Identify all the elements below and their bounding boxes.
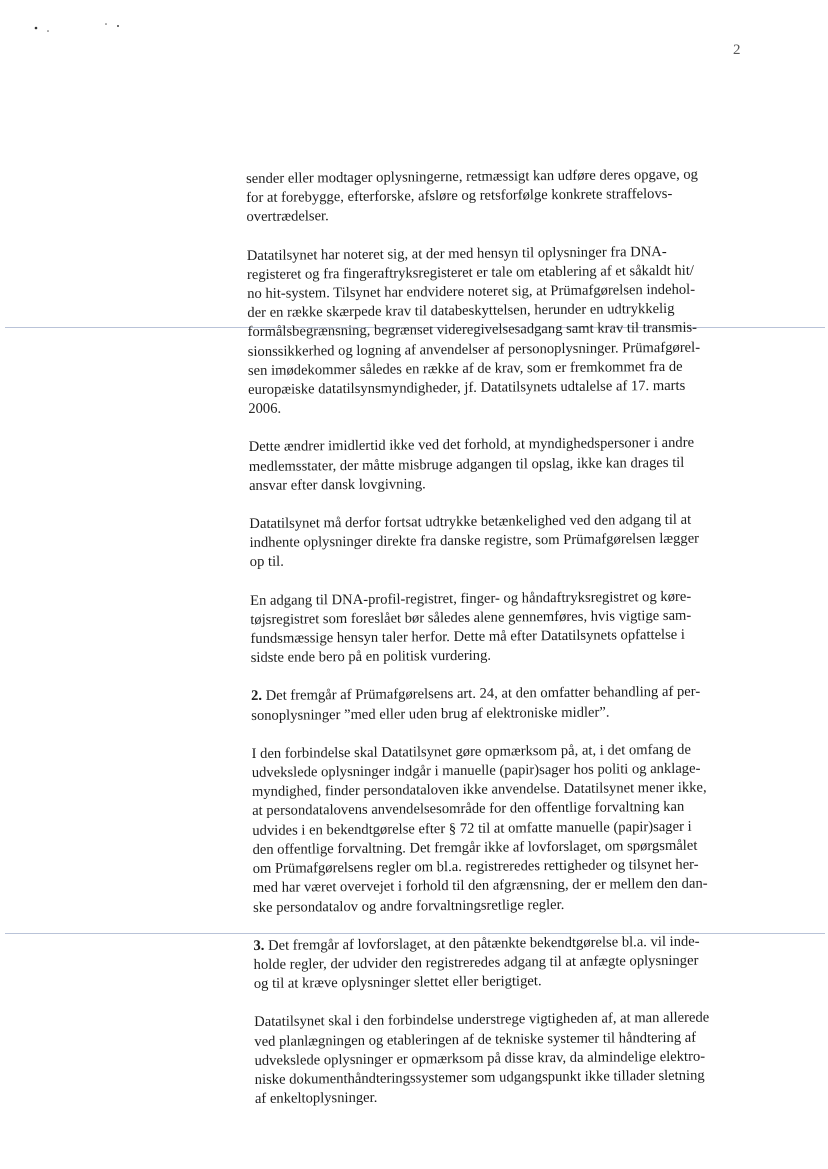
text-line: den offentlige forvaltning. Det fremgår ikke af lovforslaget, om spørgsmålet bbox=[252, 837, 698, 858]
text-line: Datatilsynet må derfor fortsat udtrykke betænkelighed ved den adgang til at bbox=[249, 511, 692, 533]
text-line: udvekslede oplysninger indgår i manuelle (papir)sager hos politi og anklage- bbox=[251, 760, 701, 782]
text-line: holde regler, der udvider den registreredes adgang til at anfægte oplysninger bbox=[253, 952, 699, 973]
text-line: fundsmæssige hensyn taler herfor. Dette må efter Datatilsynets opfattelse i bbox=[250, 626, 686, 648]
text-line: indhente oplysninger direkte fra danske registre, som Prümafgørelsen lægger bbox=[249, 530, 700, 552]
text-line: Datatilsynet har noteret sig, at der med hensyn til oplysninger fra DNA- bbox=[246, 243, 667, 264]
text-line: En adgang til DNA-profil-registret, finger- og håndaftryksregistret og køre- bbox=[250, 588, 692, 609]
text-line: ske persondatalov og andre forvaltningsretlige regler. bbox=[253, 896, 565, 916]
text-line: Dette ændrer imidlertid ikke ved det forhold, at myndighedspersoner i andre bbox=[248, 435, 695, 456]
text-line: myndighed, finder persondataloven ikke anvendelse. Datatilsynet mener ikke, bbox=[251, 779, 707, 801]
paragraph bbox=[247, 242, 749, 420]
text-line: at persondatalovens anvendelsesområde for den offentlige forvaltning kan bbox=[252, 799, 685, 820]
scan-specks bbox=[30, 18, 140, 38]
text-line: europæiske datatilsynsmyndigheder, jf. Datatilsynets udtalelse af 17. marts bbox=[248, 377, 686, 399]
paragraph bbox=[249, 510, 750, 572]
text-line: no hit-system. Tilsynet har endvidere noteret sig, at Prümafgørelsen indehol- bbox=[247, 281, 696, 303]
text-line: og til at kræve oplysninger slettet eller berigtiget. bbox=[253, 973, 542, 993]
text-line: om Prümafgørelsens regler om bl.a. registreredes rettigheder og tilsynet her- bbox=[252, 856, 699, 878]
text-line: I den forbindelse skal Datatilsynet gøre opmærksom på, at, i det omfang de bbox=[251, 741, 691, 762]
text-line: op til. bbox=[249, 554, 284, 571]
page-number: 2 bbox=[733, 42, 741, 58]
text-line: udvides i en bekendtgørelse efter § 72 til at omfatte manuelle (papir)sager i bbox=[252, 818, 692, 839]
paragraph bbox=[251, 683, 751, 726]
text-line: for at forebygge, efterforske, afsløre og retsforfølge konkrete straffelovs- bbox=[246, 186, 673, 207]
paragraph bbox=[250, 587, 751, 669]
text-line: Datatilsynet skal i den forbindelse understrege vigtigheden af, at man allerede bbox=[254, 1009, 710, 1031]
text-line: af enkeltoplysninger. bbox=[254, 1089, 378, 1108]
text-line: udvekslede oplysninger er opmærksom på disse krav, da almindelige elektro- bbox=[254, 1048, 706, 1069]
text-line: ved planlægningen og etableringen af de tekniske systemer til håndtering af bbox=[254, 1029, 697, 1050]
text-line: sen imødekommer således en række af de krav, som er fremkommet fra de bbox=[247, 358, 683, 379]
text-line: sender eller modtager oplysningerne, retmæssigt kan udføre deres opgave, og bbox=[246, 166, 699, 187]
text-line: overtrædelser. bbox=[246, 208, 329, 226]
text-line: 2006. bbox=[248, 400, 282, 418]
text-line: Det fremgår af Prümafgørelsens art. 24, at den omfatter behandling af per- bbox=[261, 684, 701, 705]
text-line: medlemsstater, der måtte misbruge adgangen til opslag, ikke kan drages til bbox=[248, 454, 685, 475]
text-line: sonoplysninger ”med eller uden brug af elektroniske midler”. bbox=[251, 704, 610, 724]
letter-body bbox=[246, 165, 755, 1128]
paragraph bbox=[254, 1008, 755, 1109]
text-line: der en række skærpede krav til databeskyttelsen, herunder en udtrykkelig bbox=[247, 301, 675, 322]
paragraph bbox=[246, 165, 747, 227]
paragraph bbox=[253, 932, 754, 994]
text-line: ansvar efter dansk lovgivning. bbox=[248, 476, 426, 494]
paragraph bbox=[249, 434, 750, 496]
text-line: sidste ende bero på en politisk vurdering. bbox=[250, 647, 492, 667]
section-number: 2. bbox=[250, 688, 263, 705]
text-line: formålsbegrænsning, begrænset videregivelsesadgang samt krav til transmis- bbox=[247, 320, 698, 341]
text-line: niske dokumenthåndteringssystemer som udgangspunkt ikke tillader sletning bbox=[254, 1067, 705, 1088]
text-line: med har været overvejet i forhold til den afgrænsning, der er mellem den dan- bbox=[252, 875, 708, 897]
text-line: tøjsregistret som foreslået bør således alene gennemføres, hvis vigtige sam- bbox=[250, 607, 692, 628]
text-line: sionssikkerhed og logning af anvendelser af personoplysninger. Prümafgørel- bbox=[247, 339, 701, 360]
text-line: Det fremgår af lovforslaget, at den påtænkte bekendtgørelse bl.a. vil inde- bbox=[264, 933, 700, 954]
paragraph bbox=[252, 740, 754, 918]
text-line: registeret og fra fingeraftryksregisteret er tale om etablering af et såkaldt hit/ bbox=[246, 262, 695, 283]
section-number: 3. bbox=[253, 937, 265, 954]
